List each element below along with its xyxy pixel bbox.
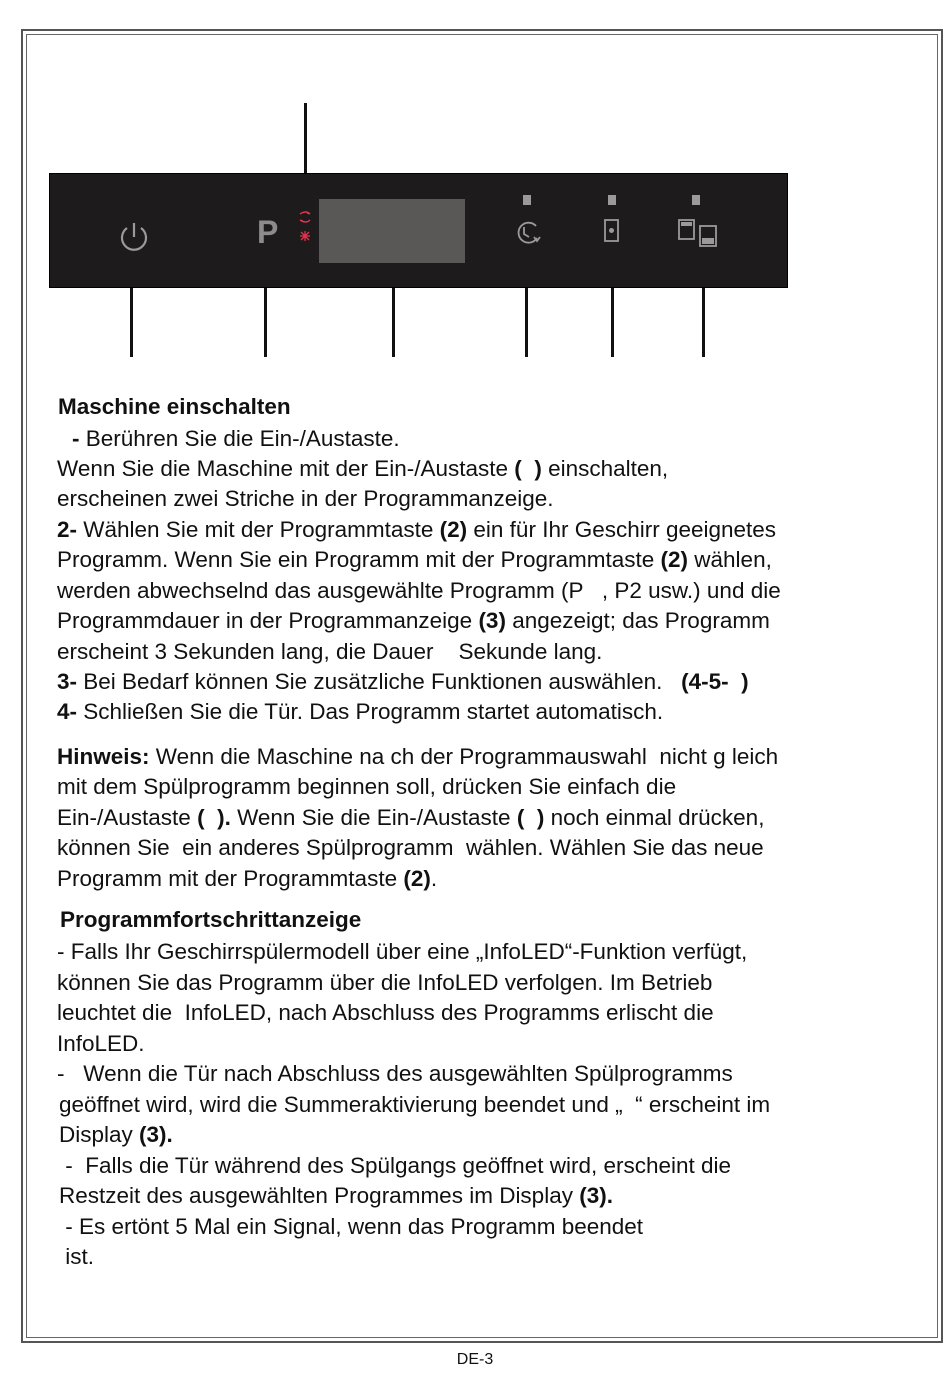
delay-timer-icon[interactable] [512,218,546,248]
program-button-icon[interactable]: P [257,214,279,250]
function-indicator [608,195,616,205]
note-line-4: können Sie ein anderes Spülprogramm wählen. Wählen Sie das neue [57,835,764,860]
control-panel [49,173,788,288]
note-line-2: mit dem Spülprogramm beginnen soll, drücken Sie einfach die [57,774,677,799]
step-4: 4- Schließen Sie die Tür. Das Programm startet automatisch. [57,699,664,724]
progress-line-7: Display (3). [59,1122,173,1147]
half-load-indicator [692,195,700,205]
heading-programmfortschrittanzeige: Programmfortschrittanzeige [60,907,362,932]
paragraph-1: Wenn Sie die Maschine mit der Ein-/Austaste ( ) einschalten, [57,456,669,481]
progress-line-1: - Falls Ihr Geschirrspülermodell über eine „InfoLED“-Funktion verfügt, [57,939,748,964]
delay-indicator [523,195,531,205]
progress-line-6: geöffnet wird, wird die Summeraktivierung beendet und „ “ erscheint im [59,1092,771,1117]
power-icon[interactable] [116,219,152,255]
heading-maschine-einschalten: Maschine einschalten [58,394,291,419]
progress-line-2: können Sie das Programm über die InfoLED verfolgen. Im Betrieb [57,970,713,995]
note-line-1: Hinweis: Wenn die Maschine na ch der Programmauswahl nicht g leich [57,744,779,769]
step-2-line-4: Programmdauer in der Programmanzeige (3) angezeigt; das Programm [57,608,770,633]
step-1: - Berühren Sie die Ein-/Austaste. [72,426,400,451]
progress-line-4: InfoLED. [57,1031,145,1056]
note-line-3: Ein-/Austaste ( ). Wenn Sie die Ein-/Austaste ( ) noch einmal drücken, [57,805,765,830]
program-display [319,199,465,263]
progress-line-8: - Falls die Tür während des Spülgangs geöffnet wird, erscheint die [59,1153,732,1178]
progress-line-5: - Wenn die Tür nach Abschluss des ausgewählten Spülprogramms [57,1061,733,1086]
paragraph-1-line-2: erscheinen zwei Striche in der Programmanzeige. [57,486,554,511]
page-number: DE-3 [456,1351,494,1368]
progress-line-10: - Es ertönt 5 Mal ein Signal, wenn das Programm beendet [59,1214,644,1239]
function-button-icon[interactable] [603,218,621,244]
progress-line-3: leuchtet die InfoLED, nach Abschluss des Programms erlischt die [57,1000,714,1025]
info-led-icon [296,210,316,246]
step-2-line-5: erscheint 3 Sekunden lang, die Dauer Sekunde lang. [57,639,603,664]
step-2: 2- Wählen Sie mit der Programmtaste (2) ein für Ihr Geschirr geeignetes [57,517,777,542]
half-load-icon[interactable] [677,218,721,248]
step-2-line-2: Programm. Wenn Sie ein Programm mit der Programmtaste (2) wählen, [57,547,772,572]
step-3: 3- Bei Bedarf können Sie zusätzliche Funktionen auswählen. (4-5- ) [57,669,749,694]
progress-line-11: ist. [59,1244,95,1269]
progress-line-9: Restzeit des ausgewählten Programmes im Display (3). [59,1183,613,1208]
step-2-line-3: werden abwechselnd das ausgewählte Programm (P , P2 usw.) und die [57,578,781,603]
note-line-5: Programm mit der Programmtaste (2). [57,866,438,891]
